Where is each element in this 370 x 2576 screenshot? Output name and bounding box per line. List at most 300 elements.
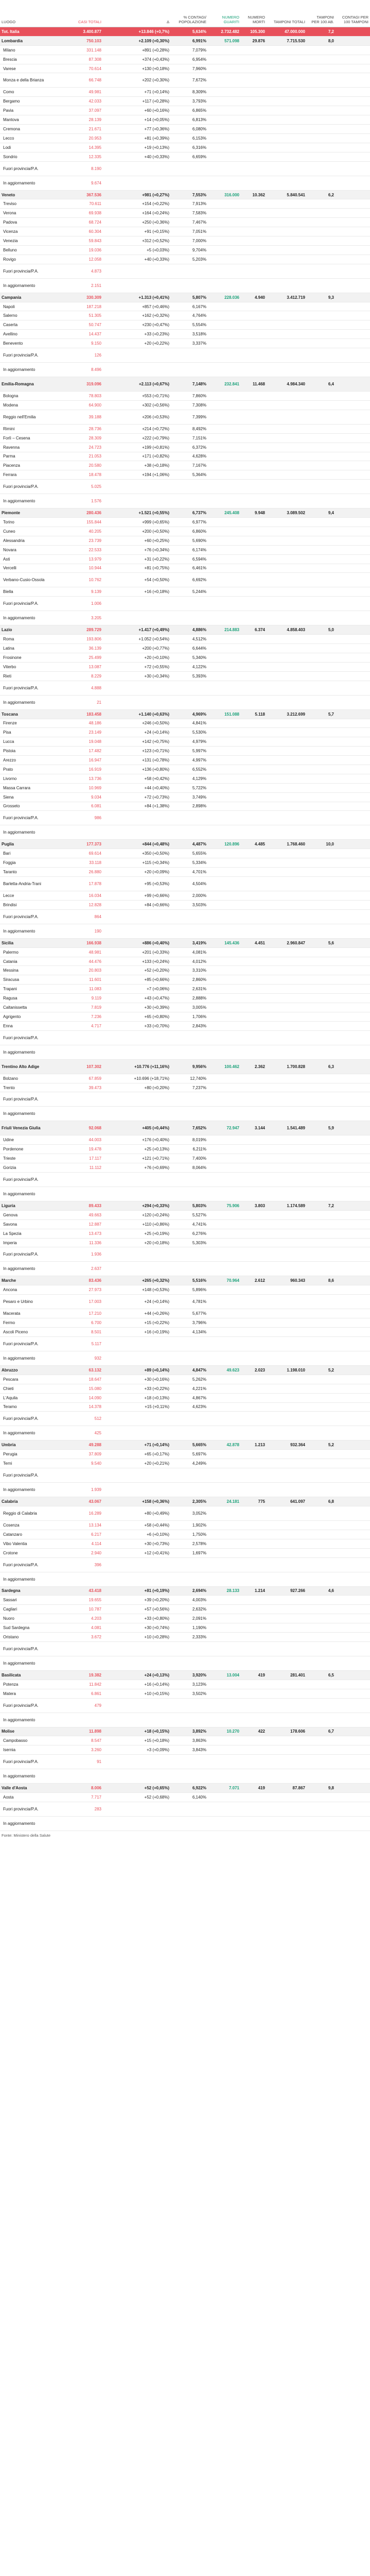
deaths-cell	[241, 587, 267, 597]
deaths-cell	[241, 536, 267, 545]
total-row	[0, 27, 370, 37]
delta-cases-cell: +1.313 (+0,41%)	[103, 293, 171, 302]
pct-population-cell: 5,516%	[171, 1276, 208, 1285]
pct-population-cell: 6,552%	[171, 765, 208, 774]
total-cases-cell: 64.900	[72, 400, 103, 410]
delta-cases-cell: +136 (+0,80%)	[103, 765, 171, 774]
tests-cell	[267, 443, 307, 452]
tests-cell	[267, 1285, 307, 1295]
healed-cell	[208, 1136, 241, 1145]
tests-cell	[267, 975, 307, 985]
total-cases-cell: 9.119	[72, 994, 103, 1003]
pct-population-cell: 1,750%	[171, 1530, 208, 1539]
total-cases-cell: 20.580	[72, 461, 103, 470]
province-row	[0, 1187, 370, 1201]
tests-cell	[267, 644, 307, 653]
tests-cell	[267, 858, 307, 868]
ratio-cell	[307, 330, 336, 339]
deaths-cell	[241, 143, 267, 152]
healed-cell	[208, 199, 241, 209]
delta-cases-cell: +25 (+0,13%)	[103, 1145, 171, 1154]
deaths-cell	[241, 1769, 267, 1784]
deaths-cell: 11.468	[241, 377, 267, 392]
deaths-cell	[241, 55, 267, 64]
delta-cases-cell: +265 (+0,32%)	[103, 1276, 171, 1285]
healed-cell: 70.964	[208, 1276, 241, 1285]
deaths-cell	[241, 115, 267, 125]
pct-population-cell	[171, 1572, 208, 1586]
delta-cases-cell	[103, 1045, 171, 1059]
spacer-cell	[336, 1745, 370, 1755]
healed-cell	[208, 236, 241, 246]
healed-cell	[208, 1083, 241, 1092]
province-row	[0, 1623, 370, 1633]
province-row	[0, 947, 370, 957]
pct-population-cell: 5,655%	[171, 849, 208, 858]
healed-cell	[208, 1736, 241, 1745]
ratio-cell	[307, 802, 336, 811]
total-cases-cell	[72, 1641, 103, 1656]
ratio-cell	[307, 1030, 336, 1045]
total-cases-cell: 14.395	[72, 143, 103, 152]
total-cases-cell: 50.747	[72, 320, 103, 330]
ratio-cell	[307, 88, 336, 97]
ratio-cell	[307, 97, 336, 106]
place-name-cell: Ragusa	[0, 994, 72, 1003]
total-cases-cell: 49.288	[72, 1440, 103, 1450]
delta-cases-cell: +202 (+0,30%)	[103, 73, 171, 88]
pct-population-cell: 7,000%	[171, 236, 208, 246]
deaths-cell	[241, 900, 267, 909]
pct-population-cell: 6,860%	[171, 527, 208, 536]
tests-cell	[267, 671, 307, 681]
place-name-cell: Trieste	[0, 1154, 72, 1163]
total-cases-cell: 14.378	[72, 1402, 103, 1412]
delta-cases-cell: +3 (+0,09%)	[103, 1745, 171, 1755]
healed-cell: 72.947	[208, 1121, 241, 1136]
spacer-cell	[336, 938, 370, 947]
delta-cases-cell: +164 (+0,24%)	[103, 209, 171, 218]
tests-cell: 178.606	[267, 1727, 307, 1736]
province-row	[0, 1030, 370, 1045]
pct-population-cell: 5,722%	[171, 783, 208, 792]
tests-cell	[267, 545, 307, 554]
ratio-cell	[307, 400, 336, 410]
healed-cell	[208, 774, 241, 783]
spacer-cell	[336, 587, 370, 597]
healed-cell	[208, 518, 241, 527]
ratio-cell	[307, 1520, 336, 1530]
pct-population-cell: 5,340%	[171, 653, 208, 662]
deaths-cell	[241, 695, 267, 709]
spacer-cell	[336, 1440, 370, 1450]
place-name-cell: In aggiornamento	[0, 363, 72, 377]
tests-cell	[267, 1238, 307, 1247]
province-row	[0, 891, 370, 901]
delta-cases-cell: +886 (+0,40%)	[103, 938, 171, 947]
deaths-cell	[241, 909, 267, 924]
tests-cell	[267, 554, 307, 564]
delta-cases-cell	[103, 348, 171, 363]
tests-cell: 927.266	[267, 1586, 307, 1596]
tests-cell: 960.343	[267, 1276, 307, 1285]
ratio-cell	[307, 1755, 336, 1769]
deaths-cell	[241, 245, 267, 255]
total-cases-cell: 280.436	[72, 509, 103, 518]
pct-population-cell: 6,991%	[171, 36, 208, 45]
tests-cell	[267, 653, 307, 662]
deaths-cell	[241, 653, 267, 662]
spacer-cell	[336, 1262, 370, 1276]
healed-cell	[208, 877, 241, 891]
total-cases-cell: 19.036	[72, 245, 103, 255]
ratio-cell	[307, 199, 336, 209]
deaths-cell	[241, 1698, 267, 1713]
tests-cell	[267, 1247, 307, 1262]
tests-cell	[267, 662, 307, 671]
total-cases-cell: 425	[72, 1426, 103, 1440]
province-row	[0, 392, 370, 401]
delta-cases-cell	[103, 1412, 171, 1426]
ratio-cell	[307, 470, 336, 480]
ratio-cell	[307, 1210, 336, 1219]
pct-population-cell: 6,140%	[171, 1793, 208, 1802]
spacer-cell	[336, 1276, 370, 1285]
deaths-cell: 419	[241, 1784, 267, 1793]
ratio-cell	[307, 891, 336, 901]
tests-cell	[267, 1459, 307, 1468]
ratio-cell: 4,6	[307, 1586, 336, 1596]
pct-population-cell: 4,134%	[171, 1328, 208, 1337]
place-name-cell: Mantova	[0, 115, 72, 125]
spacer-cell	[336, 320, 370, 330]
tests-cell	[267, 1219, 307, 1229]
province-row	[0, 1816, 370, 1831]
delta-cases-cell: +999 (+0,65%)	[103, 518, 171, 527]
province-row	[0, 1351, 370, 1365]
total-cases-cell: 67.859	[72, 1074, 103, 1083]
deaths-cell	[241, 868, 267, 877]
place-name-cell: Taranto	[0, 868, 72, 877]
healed-cell	[208, 1656, 241, 1670]
total-cases-cell	[72, 1030, 103, 1045]
spacer-cell	[336, 278, 370, 293]
ratio-cell	[307, 363, 336, 377]
spacer-cell	[336, 1375, 370, 1384]
total-cases-cell: 19.048	[72, 737, 103, 747]
tests-cell	[267, 1229, 307, 1238]
pct-population-cell: 5,997%	[171, 747, 208, 756]
pct-population-cell: 4,512%	[171, 635, 208, 644]
place-name-cell: Trento	[0, 1083, 72, 1092]
pct-population-cell: 5,303%	[171, 1238, 208, 1247]
province-row	[0, 1229, 370, 1238]
delta-cases-cell: +194 (+1,06%)	[103, 470, 171, 480]
delta-cases-cell: +350 (+0,50%)	[103, 849, 171, 858]
spacer-cell	[336, 1450, 370, 1459]
delta-cases-cell: +65 (+0,17%)	[103, 1450, 171, 1459]
deaths-cell	[241, 106, 267, 115]
spacer-cell	[336, 400, 370, 410]
deaths-cell	[241, 1375, 267, 1384]
delta-cases-cell: +1.521 (+0,55%)	[103, 509, 171, 518]
pct-population-cell: 6,922%	[171, 1784, 208, 1793]
place-name-cell: Monza e della Brianza	[0, 73, 72, 88]
pct-population-cell: 3,920%	[171, 1670, 208, 1680]
province-row	[0, 1450, 370, 1459]
healed-cell	[208, 480, 241, 494]
spacer-cell	[336, 348, 370, 363]
delta-cases-cell	[103, 681, 171, 695]
place-name-cell: Arezzo	[0, 756, 72, 765]
healed-cell	[208, 176, 241, 190]
ratio-cell	[307, 1656, 336, 1670]
place-name-cell: Basilicata	[0, 1670, 72, 1680]
tests-cell	[267, 1548, 307, 1557]
province-row	[0, 1689, 370, 1698]
province-row	[0, 400, 370, 410]
place-name-cell: Reggio nell'Emilia	[0, 410, 72, 424]
spacer-cell	[336, 1402, 370, 1412]
ratio-cell	[307, 1572, 336, 1586]
total-cases-cell: 17.482	[72, 747, 103, 756]
spacer-cell	[336, 245, 370, 255]
deaths-cell	[241, 1557, 267, 1572]
spacer-cell	[336, 377, 370, 392]
total-cases-cell	[72, 1092, 103, 1107]
ratio-cell	[307, 554, 336, 564]
total-cases-cell: 12.335	[72, 152, 103, 161]
pct-population-cell	[171, 1173, 208, 1187]
place-name-cell: In aggiornamento	[0, 1107, 72, 1121]
place-name-cell: Sud Sardegna	[0, 1623, 72, 1633]
spacer-cell	[336, 1497, 370, 1506]
place-name-cell: Fuori provincia/P.A.	[0, 1468, 72, 1483]
province-row	[0, 1713, 370, 1727]
deaths-cell	[241, 924, 267, 938]
province-row	[0, 1247, 370, 1262]
place-name-cell: Catania	[0, 957, 72, 966]
spacer-cell	[336, 152, 370, 161]
total-cases-cell: 10.969	[72, 783, 103, 792]
delta-cases-cell: +85 (+0,66%)	[103, 975, 171, 985]
pct-population-cell: 7,860%	[171, 392, 208, 401]
province-row	[0, 1539, 370, 1548]
pct-population-cell: 3,518%	[171, 330, 208, 339]
total-cases-cell: 8.006	[72, 1784, 103, 1793]
place-name-cell: Fuori provincia/P.A.	[0, 480, 72, 494]
col-header-pct-population: % CONTAGI/ POPOLAZIONE	[171, 0, 208, 27]
ratio-cell	[307, 1328, 336, 1337]
province-row	[0, 1745, 370, 1755]
tests-cell	[267, 756, 307, 765]
tests-cell	[267, 765, 307, 774]
tests-cell: 1.174.589	[267, 1201, 307, 1211]
province-row	[0, 994, 370, 1003]
total-cases-cell: 750.103	[72, 36, 103, 45]
total-cases-cell: 14.437	[72, 330, 103, 339]
place-name-cell: Siracusa	[0, 975, 72, 985]
healed-cell	[208, 1557, 241, 1572]
healed-cell	[208, 1003, 241, 1012]
healed-cell	[208, 1328, 241, 1337]
tests-cell	[267, 695, 307, 709]
ratio-cell	[307, 900, 336, 909]
total-cases-cell: 68.724	[72, 218, 103, 227]
deaths-cell	[241, 1450, 267, 1459]
pct-population-cell: 3,796%	[171, 1318, 208, 1328]
deaths-cell	[241, 1083, 267, 1092]
tests-cell	[267, 452, 307, 461]
total-cases-cell: 1.006	[72, 597, 103, 611]
province-row	[0, 264, 370, 278]
tests-cell	[267, 792, 307, 802]
healed-cell	[208, 320, 241, 330]
spacer-cell	[336, 461, 370, 470]
province-row	[0, 1614, 370, 1623]
healed-cell	[208, 947, 241, 957]
deaths-cell	[241, 975, 267, 985]
deaths-cell	[241, 545, 267, 554]
total-cases-cell: 51.305	[72, 311, 103, 320]
tests-cell	[267, 1402, 307, 1412]
ratio-cell	[307, 1074, 336, 1083]
place-name-cell: Biella	[0, 587, 72, 597]
pct-population-cell	[171, 1262, 208, 1276]
col-header-total-cases: CASI TOTALI	[72, 0, 103, 27]
ratio-cell: 7,2	[307, 27, 336, 37]
delta-cases-cell: +20 (+0,10%)	[103, 653, 171, 662]
province-row	[0, 106, 370, 115]
province-row	[0, 1163, 370, 1173]
province-row	[0, 1596, 370, 1605]
spacer-cell	[336, 1154, 370, 1163]
delta-cases-cell: +19 (+0,13%)	[103, 143, 171, 152]
ratio-cell: 6,8	[307, 1497, 336, 1506]
deaths-cell: 422	[241, 1727, 267, 1736]
place-name-cell: Fuori provincia/P.A.	[0, 1092, 72, 1107]
healed-cell	[208, 1614, 241, 1623]
place-name-cell: Modena	[0, 400, 72, 410]
spacer-cell	[336, 470, 370, 480]
delta-cases-cell: +222 (+0,79%)	[103, 433, 171, 443]
deaths-cell: 3.803	[241, 1201, 267, 1211]
healed-cell	[208, 545, 241, 554]
deaths-cell	[241, 209, 267, 218]
tests-cell	[267, 1173, 307, 1187]
province-row	[0, 518, 370, 527]
deaths-cell	[241, 957, 267, 966]
delta-cases-cell: +24 (+0,14%)	[103, 728, 171, 737]
tests-cell	[267, 719, 307, 728]
delta-cases-cell	[103, 1173, 171, 1187]
total-cases-cell: 22.533	[72, 545, 103, 554]
place-name-cell: Fuori provincia/P.A.	[0, 1247, 72, 1262]
spacer-cell	[336, 957, 370, 966]
place-name-cell: In aggiornamento	[0, 278, 72, 293]
ratio-cell	[307, 1483, 336, 1497]
col-header-delta: Δ	[103, 0, 171, 27]
spacer-cell	[336, 1784, 370, 1793]
healed-cell	[208, 1163, 241, 1173]
place-name-cell: Asti	[0, 554, 72, 564]
delta-cases-cell	[103, 278, 171, 293]
pct-population-cell: 2,631%	[171, 985, 208, 994]
ratio-cell	[307, 176, 336, 190]
spacer-cell	[336, 410, 370, 424]
pct-population-cell: 9,704%	[171, 245, 208, 255]
delta-cases-cell	[103, 1713, 171, 1727]
delta-cases-cell: +1.417 (+0,49%)	[103, 625, 171, 635]
spacer-cell	[336, 783, 370, 792]
total-cases-cell: 10.787	[72, 1605, 103, 1614]
tests-cell	[267, 73, 307, 88]
province-row	[0, 143, 370, 152]
place-name-cell: Verbano-Cusio-Ossola	[0, 573, 72, 587]
delta-cases-cell: +13.846 (+0,7%)	[103, 27, 171, 37]
place-name-cell: Brescia	[0, 55, 72, 64]
total-cases-cell: 24.723	[72, 443, 103, 452]
spacer-cell	[336, 1295, 370, 1309]
region-row	[0, 509, 370, 518]
place-name-cell: In aggiornamento	[0, 1769, 72, 1784]
tests-cell	[267, 1557, 307, 1572]
total-cases-cell: 49.663	[72, 1210, 103, 1219]
delta-cases-cell: +133 (+0,24%)	[103, 957, 171, 966]
province-row	[0, 363, 370, 377]
province-row	[0, 115, 370, 125]
delta-cases-cell: +2.109 (+0,30%)	[103, 36, 171, 45]
deaths-cell	[241, 1623, 267, 1633]
place-name-cell: In aggiornamento	[0, 611, 72, 625]
delta-cases-cell: +18 (+0,15%)	[103, 1727, 171, 1736]
tests-cell	[267, 64, 307, 73]
province-row	[0, 255, 370, 264]
ratio-cell	[307, 1745, 336, 1755]
province-row	[0, 1285, 370, 1295]
total-cases-cell: 3.672	[72, 1632, 103, 1641]
delta-cases-cell: +158 (+0,36%)	[103, 1497, 171, 1506]
place-name-cell: Messina	[0, 966, 72, 975]
tests-cell	[267, 536, 307, 545]
delta-cases-cell	[103, 1755, 171, 1769]
place-name-cell: Massa Carrara	[0, 783, 72, 792]
total-cases-cell: 43.067	[72, 1497, 103, 1506]
delta-cases-cell: +294 (+0,33%)	[103, 1201, 171, 1211]
pct-population-cell	[171, 363, 208, 377]
total-cases-cell: 986	[72, 811, 103, 825]
tests-cell	[267, 1328, 307, 1337]
healed-cell	[208, 302, 241, 311]
healed-cell	[208, 470, 241, 480]
total-cases-cell	[72, 1769, 103, 1784]
spacer-cell	[336, 1021, 370, 1030]
tests-cell	[267, 88, 307, 97]
pct-population-cell	[171, 597, 208, 611]
deaths-cell	[241, 199, 267, 209]
ratio-cell	[307, 1641, 336, 1656]
ratio-cell: 7,2	[307, 1201, 336, 1211]
place-name-cell: Isernia	[0, 1745, 72, 1755]
col-header-deaths: NUMERO MORTI	[241, 0, 267, 27]
pct-population-cell: 5,697%	[171, 1450, 208, 1459]
total-cases-cell: 44.003	[72, 1136, 103, 1145]
place-name-cell: Umbria	[0, 1440, 72, 1450]
total-cases-cell	[72, 1713, 103, 1727]
deaths-cell	[241, 728, 267, 737]
delta-cases-cell	[103, 1262, 171, 1276]
tests-cell	[267, 1163, 307, 1173]
